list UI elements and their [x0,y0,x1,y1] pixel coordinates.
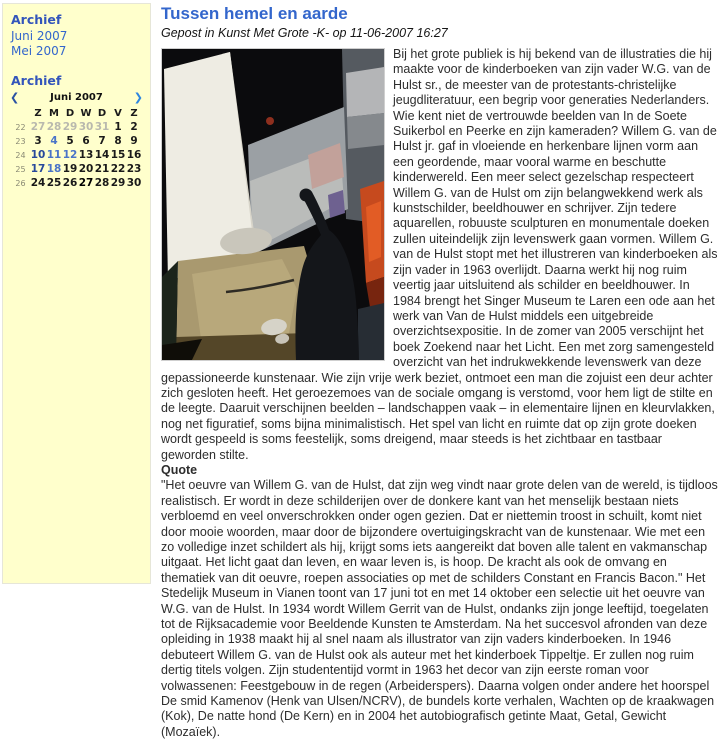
calendar-prev-icon[interactable]: ❮ [10,91,20,104]
calendar-week-row [11,120,150,134]
calendar-grid [11,106,150,190]
archive-heading: Archief [11,12,62,27]
quote-heading: Quote [161,462,198,477]
sidebar [2,3,151,584]
calendar-dow-row [11,106,150,120]
calendar-day: 20 [78,163,94,175]
calendar-day: 27 [30,121,46,133]
calendar-day: 24 [30,177,46,189]
calendar-day-link[interactable]: 12 [62,149,78,161]
week-number: 22 [15,122,26,132]
calendar-week-row [11,148,150,162]
post-title[interactable]: Tussen hemel en aarde [161,4,348,23]
calendar-day: 31 [94,121,110,133]
calendar-dow-label: M [49,107,59,119]
archive-link-list [11,29,150,59]
archive-link[interactable]: Juni 2007 [11,29,68,43]
quote-body: "Het oeuvre van Willem G. van de Hulst, dat zijn weg vindt naar grote delen van de wereld, is tijdloos realistisch. Er wordt in deze schilderijen over de donkere kant van het menselijk bestaan niets verbloemd en veel onverschrokken onder ogen gezien. Dat er niettemin troost in schuilt, komt niet door mooie woorden, maar door de bijzondere overtuigingskracht van de kunstenaar. Wie met een zo volledige inzet schildert als hij, krijgt soms iets aangereikt dat boven alle talent en vakmanschap uitgaat. Het licht gaat dan leven, en waar leven is, is hoop. De kracht als ook de omvang en thematiek van dit oeuvre, roepen associaties op met de schilders Constant en Francis Bacon." Het Stedelijk Museum in Vianen toont van 17 juni tot en met 14 oktober een selectie uit het oeuvre van W.G. van de Hulst. In 1934 wordt Willem Gerrit van de Hulst, ondanks zijn jonge leeftijd, toegelaten tot de Rijksacademie voor Beeldende Kunsten te Amsterdam. Na het succesvol afronden van deze opleiding in 1938 maakt hij al snel naam als illustrator van zijn vaders kinderboeken. In 1946 debuteert Willem G. van de Hulst ook als auteur met het kinderboek Tippeltje. Er zullen nog ruim dertig titels volgen. Zijn studententijd vormt in 1963 het decor van zijn eerste roman voor volwassenen: Feestgebouw in de regen (Arbeiderspers). Daarna volgen onder andere het hoorspel De smid Kamenov (Henk van Ulsen/NCRV), de bundels korte verhalen, Wachten op de kraakwagen (Kok), De natte hond (De Kern) en in 2004 het autobiografisch getinte Maat, Getal, Gewicht (Mozaïek). [161,478,718,739]
calendar-day: 21 [94,163,110,175]
calendar-heading: Archief [11,73,62,88]
calendar-day: 25 [46,177,62,189]
calendar-day-link[interactable]: 10 [30,149,46,161]
calendar-day: 5 [66,135,74,147]
calendar-dow-label: Z [34,107,42,119]
post-painting-image [161,48,385,361]
calendar-day: 28 [46,121,62,133]
calendar-day: 7 [98,135,106,147]
post-body: Bij het grote publiek is hij bekend van de illustraties die hij maakte voor de kinderboeken van zijn vader W.G. van de Hulst sr., de meester van de protestants-christelijke jeugdliteratuur, een begrip voor generaties Nederlanders. Wie kent niet de vertrouwde beelden van In de Soete Suikerbol en Peerke en zijn kameraden? Willem G. van de Hulst jr. gaf in vloeiende en herkenbare lijnen vorm aan een geordende, maar vooral warme en beschutte kinderwereld. Een meer select gezelschap respecteert Willem G. van de Hulst om zijn belangwekkend werk als kunstschilder, beeldhouwer en schrijver. Zijn tedere aquarellen, robuuste sculpturen en monumentale doeken zullen uiteindelijk zijn levenswerk gaan vormen. Willem G. van de Hulst stopt met het illustreren van kinderboeken als zijn vader in 1963 overlijdt. Daarna werkt hij nog ruim veertig jaar uitsluitend als schilder en beeldhouwer. In 1984 brengt het Singer Museum te Laren een ode aan het werk van Van de Hulst middels een uitgebreide overzichtsexpositie. In de zomer van 2005 verschijnt het boek Zoekend naar het Licht. Een met zorg samengesteld overzicht van het indrukwekkende levenswerk van deze gepassioneerde kunstenaar. Wie zijn vrije werk beziet, ontmoet een man die zojuist een deur achter zich gesloten heeft. Het geroezemoes van de sociale omgang is verstomd, voor hem ligt de stilte en de leegte. Daaruit verschijnen beelden – landschappen vaak – in elementaire lijnen en kleurvlakken, nog net figuratief, soms bijna minimalistisch. Het spel van licht en ruimte dat op zijn grote doeken wordt gespeeld is soms feestelijk, soms dreigend, maar steeds is het zichtbaar en tastbaar geworden stilte. [161,47,718,462]
week-number: 23 [15,136,26,146]
calendar-day: 26 [62,177,78,189]
calendar-day: 9 [130,135,138,147]
week-number: 24 [15,150,26,160]
calendar-dow-label: W [80,107,92,119]
calendar-dow-label: D [97,107,107,119]
calendar-day: 6 [82,135,90,147]
calendar-dow-label: V [114,107,122,119]
calendar [3,73,150,190]
calendar-day: 29 [62,121,78,133]
calendar-day: 23 [126,163,142,175]
calendar-day: 16 [126,149,142,161]
calendar-day: 2 [130,121,138,133]
calendar-day: 1 [114,121,122,133]
calendar-month-title: Juni 2007 [50,92,103,103]
calendar-day: 13 [78,149,94,161]
calendar-day: 22 [110,163,126,175]
calendar-week-row [11,134,150,148]
calendar-week-row [11,162,150,176]
calendar-day: 30 [78,121,94,133]
calendar-header [10,91,143,104]
calendar-day: 30 [126,177,142,189]
calendar-day: 19 [62,163,78,175]
calendar-day: 28 [94,177,110,189]
calendar-day-link[interactable]: 4 [50,135,58,147]
calendar-day: 29 [110,177,126,189]
calendar-day: 8 [114,135,122,147]
calendar-week-row [11,176,150,190]
calendar-day: 3 [34,135,42,147]
calendar-day-link[interactable]: 11 [46,149,62,161]
post [161,4,718,740]
week-number: 26 [15,178,26,188]
calendar-dow-label: D [65,107,75,119]
calendar-day: 14 [94,149,110,161]
calendar-day-link[interactable]: 17 [30,163,46,175]
calendar-day: 15 [110,149,126,161]
calendar-dow-label: Z [130,107,138,119]
archive-link[interactable]: Mei 2007 [11,44,67,58]
calendar-day: 27 [78,177,94,189]
post-meta: Gepost in Kunst Met Grote -K- op 11-06-2007 16:27 [161,26,448,40]
calendar-next-icon[interactable]: ❯ [133,91,143,104]
calendar-day-link[interactable]: 18 [46,163,62,175]
week-number: 25 [15,164,26,174]
